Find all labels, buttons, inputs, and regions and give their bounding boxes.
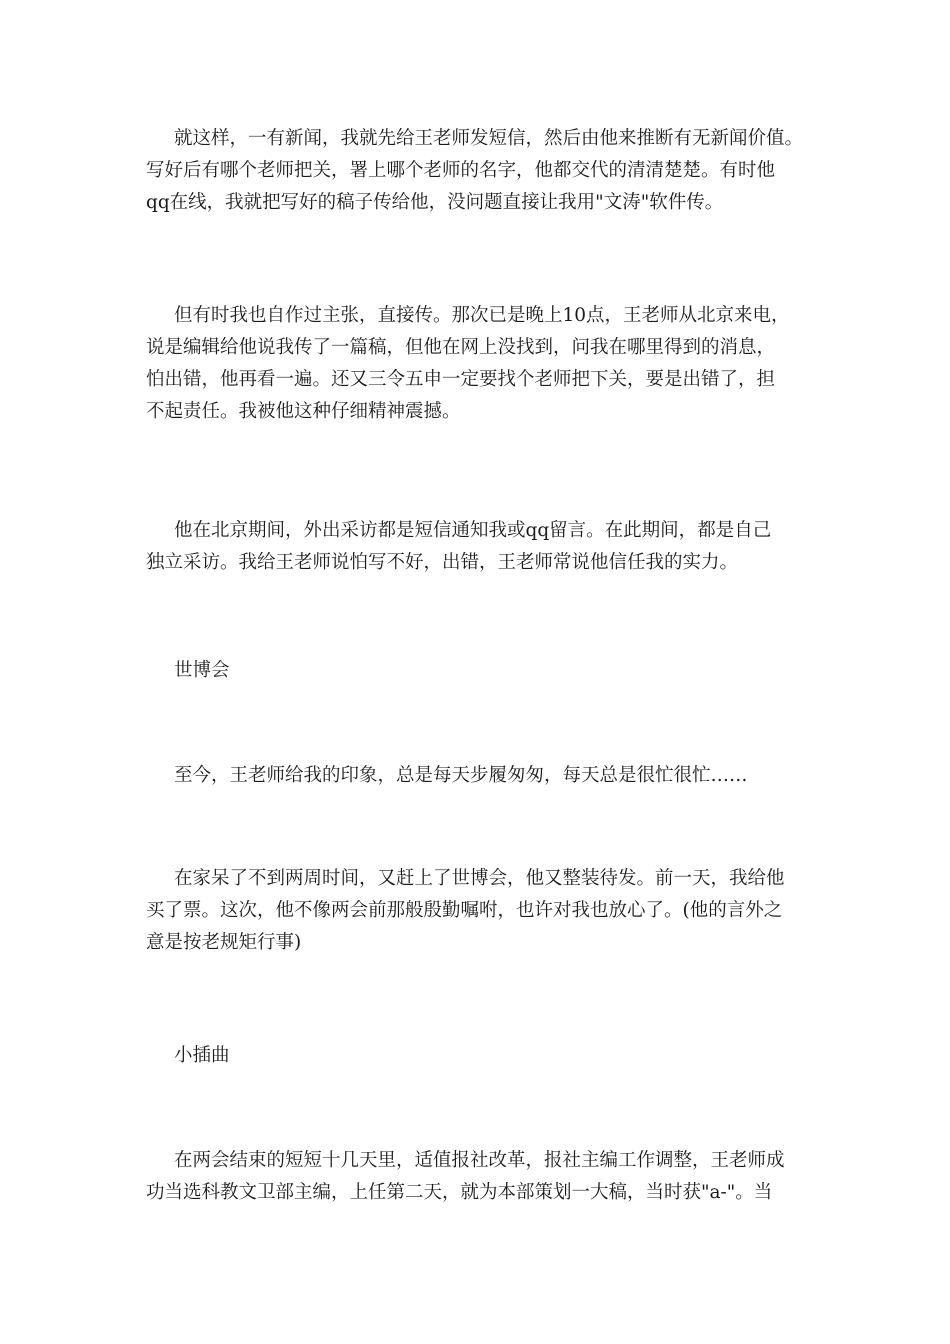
paragraph-line: 就这样，一有新闻，我就先给王老师发短信，然后由他来推断有无新闻价值。 (174, 128, 804, 149)
paragraph-promotion (146, 1145, 806, 1209)
paragraph-line: 但有时我也自作过主张，直接传。那次已是晚上10点，王老师从北京来电， (174, 305, 790, 326)
paragraph-line: 买了票。这次，他不像两会前那般殷勤嘱咐，也许对我也放心了。(他的言外之 (146, 900, 783, 921)
section-heading-episode: 小插曲 (174, 1045, 230, 1066)
paragraph-news-workflow (146, 123, 806, 219)
paragraph-line: 至今，王老师给我的印象，总是每天步履匆匆，每天总是很忙很忙…… (174, 765, 748, 786)
paragraph-expo-trip (146, 863, 806, 959)
paragraph-line: 在家呆了不到两周时间，又赶上了世博会，他又整装待发。前一天，我给他 (174, 868, 785, 889)
paragraph-line: 怕出错，他再看一遍。还又三令五申一定要找个老师把下关，要是出错了，担 (146, 369, 776, 390)
paragraph-line: 说是编辑给他说我传了一篇稿，但他在网上没找到，问我在哪里得到的消息， (146, 337, 776, 358)
paragraph-late-night-call (146, 300, 806, 428)
section-heading-expo: 世博会 (174, 660, 230, 681)
paragraph-line: 独立采访。我给王老师说怕写不好，出错，王老师常说他信任我的实力。 (146, 552, 739, 573)
paragraph-line: 功当选科教文卫部主编，上任第二天，就为本部策划一大稿，当时获"a-"。当 (146, 1182, 773, 1203)
paragraph-line: 不起责任。我被他这种仔细精神震撼。 (146, 401, 461, 422)
paragraph-line: 写好后有哪个老师把关，署上哪个老师的名字，他都交代的清清楚楚。有时他 (146, 160, 776, 181)
paragraph-independent-reporting (146, 515, 806, 579)
paragraph-line: 在两会结束的短短十几天里，适值报社改革，报社主编工作调整，王老师成 (174, 1150, 785, 1171)
paragraph-line: 他在北京期间，外出采访都是短信通知我或qq留言。在此期间，都是自己 (174, 520, 772, 541)
paragraph-line: qq在线，我就把写好的稿子传给他，没问题直接让我用"文涛"软件传。 (146, 192, 724, 213)
paragraph-impression (146, 760, 806, 792)
paragraph-line: 意是按老规矩行事) (146, 932, 302, 953)
